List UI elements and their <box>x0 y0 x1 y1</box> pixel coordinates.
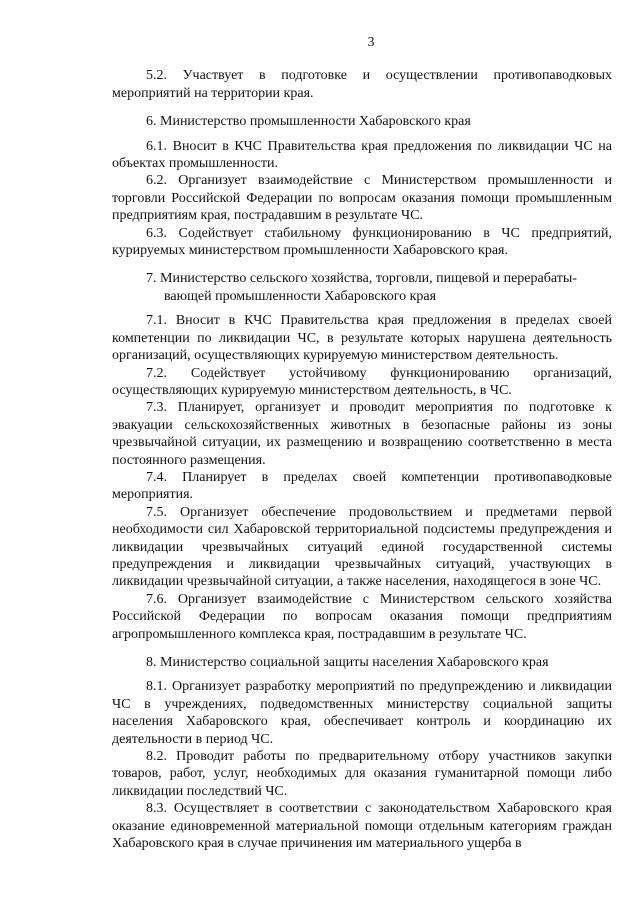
paragraph-6-2: 6.2. Организует взаимодействие с Министерством промышленности и торговли Российской Федерации по вопросам оказания помощи промышленным предприятиям края, пострадавшим в результате ЧС. <box>112 173 612 224</box>
paragraph-7-6: 7.6. Организует взаимодействие с Министерством сельского хозяйства Российской Федерации по вопросам оказания помощи предприятиям агропромышленного комплекса края, пострадавшим в результате ЧС. <box>112 591 612 642</box>
paragraph-8-3: 8.3. Осуществляет в соответствии с законодательством Хабаровского края оказание единовременной материальной помощи отдельным категориям граждан Хабаровского края в случае причинения им материального ущерба в <box>112 801 612 852</box>
paragraph-7-1: 7.1. Вносит в КЧС Правительства края предложения в пределах своей компетенции по ликвидации ЧС, в результате которых нарушена деятельность организаций, осуществляющих курируемую министерством деятельность. <box>112 313 612 364</box>
paragraph-8-2: 8.2. Проводит работы по предварительному отбору участников закупки товаров, работ, услуг, необходимых для оказания гуманитарной помощи либо ликвидации последствий ЧС. <box>112 749 612 799</box>
paragraph-6-1: 6.1. Вносит в КЧС Правительства края предложения по ликвидации ЧС на объектах промышленности. <box>112 138 612 172</box>
section-heading-6: 6. Министерство промышленности Хабаровского края <box>146 114 471 130</box>
paragraph-6-3: 6.3. Содействует стабильному функционированию в ЧС предприятий, курируемых министерством промышленности Хабаровского края. <box>112 225 612 259</box>
section-heading-7-line-1: 7. Министерство сельского хозяйства, торговли, пищевой и перерабаты- <box>146 271 577 287</box>
paragraph-8-1: 8.1. Организует разработку мероприятий по предупреждению и ликвидации ЧС в учреждениях, подведомственных министерству социальной защиты населения Хабаровского края, обеспечивает контроль и координацию их деятельности в период ЧС. <box>112 679 612 747</box>
section-heading-7 <box>112 270 612 305</box>
paragraph-7-3: 7.3. Планирует, организует и проводит мероприятия по подготовке к эвакуации сельскохозяйственных животных в безопасные районы из зоны чрезвычайной ситуации, их размещению и возвращению соответственно в места постоянного размещения. <box>112 400 612 468</box>
page-number: 3 <box>367 35 375 50</box>
section-heading-7-line-2: вающей промышленности Хабаровского края <box>164 288 437 304</box>
paragraph-5-2: 5.2. Участвует в подготовке и осуществлении противопаводковых мероприятий на территории края. <box>112 68 612 101</box>
paragraph-7-2: 7.2. Содействует устойчивому функционированию организаций, осуществляющих курируемую министерством деятельность, в ЧС. <box>112 365 612 398</box>
paragraph-7-4: 7.4. Планирует в пределах своей компетенции противопаводковые мероприятия. <box>112 469 612 503</box>
section-heading-8: 8. Министерство социальной защиты населения Хабаровского края <box>146 655 549 670</box>
paragraph-7-5: 7.5. Организует обеспечение продовольствием и предметами первой необходимости сил Хабаровской территориальной подсистемы предупреждения и ликвидации чрезвычайных ситуаций единой государственной системы предупреждения и ликвидации чрезвычайных ситуаций, участвующих в ликвидации чрезвычайной ситуации, а также населения, находящегося в зоне ЧС. <box>112 504 612 590</box>
